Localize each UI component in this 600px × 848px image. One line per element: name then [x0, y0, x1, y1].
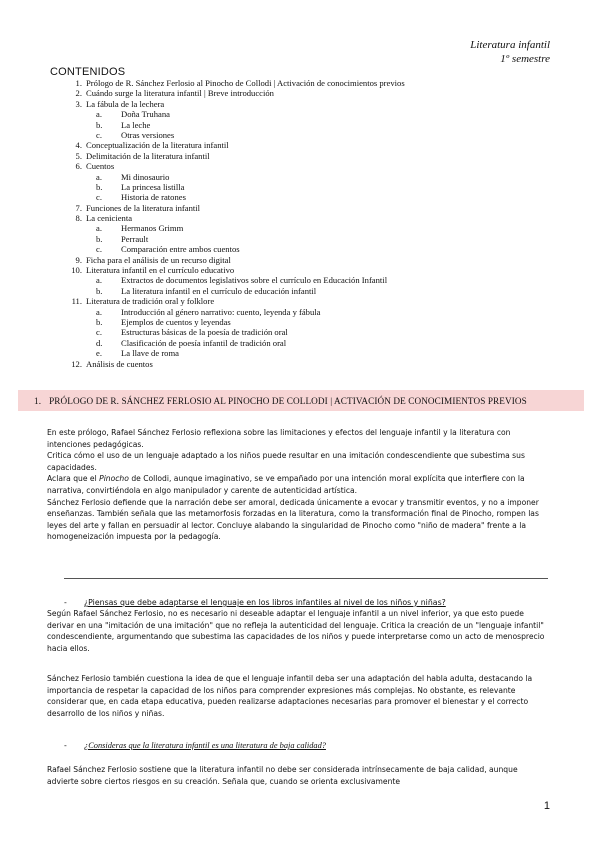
toc-subitem — [0, 348, 600, 358]
section-number: 1. — [34, 395, 42, 406]
header-subject: Literatura infantil — [470, 39, 550, 51]
pinocho-title: Pinocho — [99, 474, 129, 484]
toc-item-label: Ficha para el análisis de un recurso digital — [86, 254, 231, 265]
answer-2a: Rafael Sánchez Ferlosio sostiene que la literatura infantil no debe ser considerada intrínsecamente de baja calidad, aunque advierte sobre ciertos riesgos en su creación. Señala que, cuando se orienta exclusivamente — [47, 765, 518, 786]
toc-item-label: Hermanos Grimm — [121, 223, 184, 234]
toc-item-number: 3. — [75, 98, 82, 109]
toc-subitem — [0, 234, 600, 244]
toc-item-number: b. — [96, 181, 103, 192]
section-title: PRÓLOGO DE R. SÁNCHEZ FERLOSIO AL PINOCHO DE COLLODI | ACTIVACIÓN DE CONOCIMIENTOS PREVIOS — [49, 395, 527, 406]
toc-item-label: Historia de ratones — [121, 192, 186, 203]
toc-item-number: 10. — [71, 265, 82, 276]
section-heading — [18, 390, 584, 411]
toc-item-number: a. — [96, 171, 102, 182]
toc-item-number: a. — [96, 275, 102, 286]
toc-item-label: Literatura de tradición oral y folklore — [86, 296, 215, 307]
toc-item — [0, 265, 600, 275]
toc-subitem — [0, 275, 600, 285]
toc-subitem — [0, 172, 600, 182]
intro-paragraph: Sánchez Ferlosio defiende que la narración debe ser amoral, dedicada únicamente a evocar y transmitir eventos, y no a imponer enseñanzas. También señala que las metamorfosis forzadas en la literatura, como la transformación final de Pinocho, rompen las leyes del arte y fallan en persuadir al lector. Concluye alabando la singularidad de Pinocho como "niño de madera" frente a la homogeneización impuesta por la pedagogía. — [47, 497, 539, 542]
toc-item-number: 5. — [75, 150, 82, 161]
bullet-dash: - — [64, 741, 67, 750]
toc-subitem — [0, 130, 600, 140]
toc-subitem — [0, 286, 600, 296]
toc-item-label: Perrault — [121, 233, 149, 244]
toc-item — [0, 151, 600, 161]
toc-item-label: Cuentos — [86, 161, 115, 172]
question-text: ¿Consideras que la literatura infantil es una literatura de baja calidad? — [84, 741, 326, 750]
toc-item-number: e. — [96, 348, 102, 359]
toc-item — [0, 213, 600, 223]
toc-item — [0, 203, 600, 213]
toc-item-label: Comparación entre ambos cuentos — [121, 244, 240, 255]
toc-item-number: b. — [96, 233, 103, 244]
toc-item-label: La leche — [121, 119, 151, 130]
toc-item-number: d. — [96, 337, 103, 348]
toc-item-label: La fábula de la lechera — [86, 98, 165, 109]
divider — [64, 578, 548, 579]
toc-item-label: La llave de roma — [121, 348, 179, 359]
toc-item-number: b. — [96, 119, 103, 130]
toc-item-number: 11. — [71, 296, 82, 307]
intro-paragraph: Aclara que el Pinocho de Collodi, aunque imaginativo, se ve empañado por una intención moral explícita que interfiere con la narrativa, convirtiéndola en algo manipulador y carente de autenticidad artística. — [47, 474, 525, 495]
page-number: 1 — [543, 800, 550, 812]
toc-item — [0, 140, 600, 150]
toc-item-number: 6. — [75, 161, 82, 172]
question-1 — [64, 597, 446, 608]
toc-item — [0, 78, 600, 88]
toc-item-label: Estructuras básicas de la poesía de tradición oral — [121, 327, 288, 338]
intro-paragraph: Critica cómo el uso de un lenguaje adaptado a los niños puede resultar en una imitación condescendiente que subestima sus capacidades. — [47, 451, 525, 472]
table-of-contents — [0, 78, 600, 369]
toc-item-number: c. — [96, 192, 102, 203]
toc-item-number: a. — [96, 306, 102, 317]
toc-item-number: 4. — [75, 140, 82, 151]
toc-item-label: La princesa listilla — [121, 181, 185, 192]
question-text: ¿Piensas que debe adaptarse el lenguaje en los libros infantiles al nivel de los niños y niñas? — [84, 598, 446, 607]
answer-1a: Según Rafael Sánchez Ferlosio, no es necesario ni deseable adaptar el lenguaje infantil a un nivel inferior, ya que esto puede derivar en una "imitación de una imitación" que no refleja la autenticidad del lenguaje. Critica la creación de un "lenguaje infantil" condescendiente, argumentando que subestima las capacidades de los niños y puede interpretarse como un acto de menosprecio hacia ellos. — [47, 609, 545, 653]
page-header — [470, 38, 550, 66]
toc-item-label: Ejemplos de cuentos y leyendas — [121, 316, 231, 327]
toc-item-number: c. — [96, 244, 102, 255]
toc-item — [0, 99, 600, 109]
toc-item-label: Delimitación de la literatura infantil — [86, 150, 210, 161]
intro-paragraph: En este prólogo, Rafael Sánchez Ferlosio reflexiona sobre las limitaciones y efectos del lenguaje infantil y la literatura con intenciones pedagógicas. — [47, 428, 511, 449]
bullet-dash: - — [64, 598, 67, 607]
toc-item — [0, 296, 600, 306]
toc-subitem — [0, 327, 600, 337]
toc-subitem — [0, 120, 600, 130]
question-2 — [64, 740, 326, 751]
toc-item-number: 8. — [75, 213, 82, 224]
toc-item-number: b. — [96, 285, 103, 296]
toc-item-label: La cenicienta — [86, 213, 133, 224]
toc-item-number: 2. — [75, 88, 82, 99]
toc-item-number: 1. — [75, 78, 82, 88]
toc-item-label: Extractos de documentos legislativos sobre el currículo en Educación Infantil — [121, 275, 388, 286]
toc-subitem — [0, 182, 600, 192]
toc-title: CONTENIDOS — [50, 66, 126, 78]
toc-item-label: Mi dinosaurio — [121, 171, 170, 182]
toc-item — [0, 255, 600, 265]
toc-item-number: c. — [96, 327, 102, 338]
toc-item — [0, 359, 600, 369]
toc-item-label: Cuándo surge la literatura infantil | Breve introducción — [86, 88, 274, 99]
toc-subitem — [0, 192, 600, 202]
toc-item-number: 7. — [75, 202, 82, 213]
toc-subitem — [0, 338, 600, 348]
toc-item-label: Funciones de la literatura infantil — [86, 202, 201, 213]
toc-item-number: 12. — [71, 358, 82, 369]
toc-item-number: 9. — [75, 254, 82, 265]
toc-item-label: La literatura infantil en el currículo de educación infantil — [121, 285, 317, 296]
toc-subitem — [0, 307, 600, 317]
toc-item-label: Prólogo de R. Sánchez Ferlosio al Pinocho de Collodi | Activación de conocimientos previos — [86, 78, 405, 88]
toc-item-label: Literatura infantil en el currículo educativo — [86, 265, 235, 276]
toc-item — [0, 161, 600, 171]
toc-item-label: Análisis de cuentos — [86, 358, 153, 369]
toc-item-number: a. — [96, 109, 102, 120]
toc-item-number: b. — [96, 316, 103, 327]
toc-item-label: Doña Truhana — [121, 109, 170, 120]
header-semester: 1º semestre — [500, 53, 550, 65]
toc-item-number: c. — [96, 129, 102, 140]
toc-item — [0, 88, 600, 98]
toc-item-number: a. — [96, 223, 102, 234]
toc-subitem — [0, 244, 600, 254]
toc-item-label: Conceptualización de la literatura infantil — [86, 140, 229, 151]
toc-item-label: Introducción al género narrativo: cuento, leyenda y fábula — [121, 306, 321, 317]
toc-subitem — [0, 223, 600, 233]
toc-item-label: Clasificación de poesía infantil de tradición oral — [121, 337, 287, 348]
section-intro — [47, 427, 547, 543]
answer-1b: Sánchez Ferlosio también cuestiona la idea de que el lenguaje infantil deba ser una adaptación del habla adulta, destacando la importancia de respetar la capacidad de los niños para comprender expresiones más complejas. No obstante, es relevante considerar que, en cada etapa educativa, pueden realizarse adaptaciones necesarias para promover el bienestar y el correcto desarrollo de los niños y niñas. — [47, 674, 533, 718]
toc-subitem — [0, 109, 600, 119]
toc-item-label: Otras versiones — [121, 129, 175, 140]
toc-subitem — [0, 317, 600, 327]
